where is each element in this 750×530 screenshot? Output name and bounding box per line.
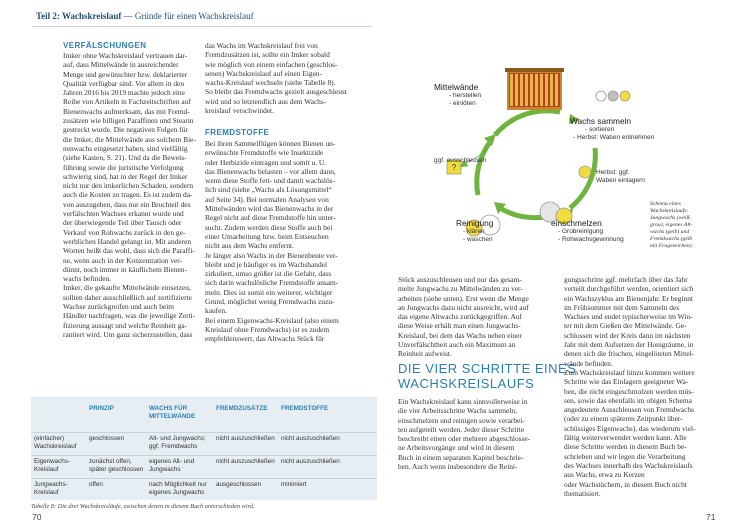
sub-reinigung-2: - waschen — [463, 236, 493, 243]
text-line: ne Arbeitsvorgänge und wird in diesem — [398, 443, 515, 453]
table-cell: Alt- und Jungwachs; ggf. Fremdwachs — [149, 435, 206, 450]
text-line: Kreislauf ohne Fremdwachs) ist es zudem — [205, 324, 330, 334]
text-line: ben. Auch wenn insbesondere die Reini- — [398, 462, 518, 472]
text-line: Ein Wachskreislauf kann sinnvollerweise in — [398, 397, 528, 406]
text-line: Fremdzusätzen ist, sollte ein Imker sobald — [205, 50, 330, 60]
text-line: denen sich die frischen, eingelöteten Mittel- — [564, 349, 695, 359]
table-header-fremdzusaetze: FREMDZUSÄTZE — [216, 405, 268, 412]
cycle-arrow-right — [570, 148, 595, 208]
text-line: Reihe von Artikeln in Fachzeitschriften auf — [63, 97, 191, 107]
text-line: das Bienenwachs belasten – vor allem dann, — [205, 166, 336, 176]
text-line: Kreislauf, bei dem das Wachs neben einer — [398, 330, 522, 340]
text-line: schwierig sind, hat in der Regel der Imker — [63, 171, 188, 181]
text-line: einer Umarbeitung bzw. beim Entseuchen — [205, 231, 329, 241]
hive-frames-icon — [505, 68, 564, 110]
text-line: führung sowie die juristische Verfolgung — [63, 162, 184, 172]
text-line: kaufen. — [205, 306, 227, 316]
text-line: So bleibt das Fremdwachs gezielt ausgeschleust — [205, 87, 347, 97]
text-line: von auszugehen, dass nur ein Bruchteil des — [63, 199, 191, 209]
label-mittelwaende: Mittelwände — [434, 82, 479, 92]
text-line: ben, die nicht eingeschmolzen werden müs- — [564, 386, 694, 396]
text-line: Menge und gewünschter bzw. deklarierter — [63, 69, 188, 79]
table-cell: nicht auszuschließen — [216, 458, 275, 465]
table-cell: Eigenwachs-Kreislauf — [34, 458, 71, 473]
text-line: Jungwachs (weiß, — [650, 215, 691, 221]
table-cell: nicht auszuschließen — [281, 435, 340, 442]
heading-verfaelschungen: VERFÄLSCHUNGEN — [63, 41, 147, 50]
question-mark-icon: ? — [451, 163, 457, 172]
text-line: auf, dass Mittelwände in ausreichender — [63, 60, 179, 70]
table-header-prinzip: PRINZIP — [89, 405, 114, 412]
text-line: schlossen wird der Kreis dann im nächsten — [564, 330, 691, 340]
text-line: des Wachses innerhalb des Wachskreislaufs — [564, 460, 693, 470]
text-line: verfälschten Wachses erkannt wurde und — [63, 209, 184, 219]
text-line: Jahr mit dem Aufsetzen der Honigräume, in — [564, 340, 694, 350]
wax-cycle-diagram — [420, 30, 650, 262]
sub-mittelwaende-1: - herstellen — [449, 92, 482, 99]
text-line: senen) Wachskreislauf auf einen Eigen- — [205, 68, 323, 78]
cycle-arrow-left — [477, 142, 490, 195]
label-herbst-1: Herbst: ggf. — [596, 169, 630, 176]
table-cell: nicht auszuschließen — [281, 458, 340, 465]
text-line: auf Seite 34). Bei normalen Analysen von — [205, 194, 329, 204]
text-line: meln. Dies ist somit ein weiterer, wichtiger — [205, 287, 333, 297]
text-line: aus Wachs, etwa zu Kerzen — [564, 470, 645, 480]
text-line: erwünschte Fremdstoffe wie Insektizide — [205, 148, 324, 158]
text-line: Schema eines — [650, 201, 681, 207]
text-line: Wachses und endet typischerweise im Win- — [564, 312, 693, 322]
text-line: Schritte wie das Einlagern geeigneter Wa- — [564, 377, 689, 387]
table-cell: Jungwachs-Kreislauf — [34, 481, 68, 496]
white-wax-dot — [596, 91, 606, 101]
text-line: nicht aus dem Wachs entfernt. — [205, 241, 294, 251]
text-line: beschreibt einen oder mehrere abgeschlosse- — [398, 434, 531, 444]
text-line: die vier Arbeitsschritte Wachs sammeln, — [398, 406, 517, 416]
text-line: Worten heißt das wohl, dass sich die Paraffi- — [63, 246, 195, 256]
text-line: der überwiegende Teil über Tausch oder — [63, 218, 182, 228]
text-line: sollten daher ausschließlich auf zertifizierte — [63, 292, 192, 302]
text-line: melte Jungwachs zu Mittelwänden zu ver- — [398, 284, 523, 294]
header-dash: — — [123, 11, 133, 21]
sub-mittelwaende-2: - einlöten — [449, 100, 476, 107]
label-wachs-sammeln: Wachs sammeln — [570, 116, 632, 126]
text-line: ter mit dem Gießen der Mittelwände. Ge- — [564, 321, 687, 331]
text-line: wände befinden. — [564, 358, 613, 368]
text-line: sucht. Zudem werden diese Stoffe auch bei — [205, 222, 333, 232]
text-line: (siehe Kasten, S. 21). Und da die Beweis- — [63, 153, 187, 163]
table-cell: minimiert — [281, 481, 307, 488]
text-line: wachs (gelb) und — [650, 229, 690, 235]
text-line: schrieben und wir legen die Verarbeitung — [564, 451, 686, 461]
running-header — [36, 11, 254, 21]
heading-vier-schritte-1: DIE VIER SCHRITTE EINES — [398, 361, 577, 376]
column-4-text — [564, 275, 720, 498]
text-line: Verkauf von Rohwachs zurück in den ge- — [63, 227, 186, 237]
label-reinigung: Reinigung — [456, 218, 494, 228]
table-cell: zunächst offen, später geschlossen — [89, 458, 144, 473]
text-line: grau), eigenes Alt- — [650, 222, 693, 228]
table-cell: ausgeschlossen — [216, 481, 262, 488]
table-caption: Tabelle 8: Die drei Wachskreisläufe, zwischen denen in diesem Buch unterschieden wird. — [31, 503, 255, 510]
table-cell: nach Möglichkeit nur eigenes Jungwachs — [149, 481, 207, 496]
text-line: Wachskreislaufs: — [650, 208, 689, 214]
column-3-text-top — [398, 275, 548, 359]
column-1-text — [63, 51, 199, 339]
sub-wachs-sammeln-1: - sortieren — [585, 126, 615, 133]
yellow-wax-dot — [620, 91, 630, 101]
text-line: empfehlenswert, das Altwachs Stück für — [205, 334, 325, 344]
table-cell: nicht auszuschließen — [216, 435, 275, 442]
text-line: Fremdwachs (gelb — [650, 236, 693, 242]
text-line: wird und so letztendlich aus dem Wachs- — [205, 96, 327, 106]
table-header-fremdstoffe: FREMDSTOFFE — [281, 405, 329, 412]
column-3-text-bottom — [398, 397, 548, 471]
text-line: sen, sowie das ebenfalls im obigen Schema — [564, 395, 692, 405]
sub-reinigung-1: - klären — [463, 228, 485, 235]
text-line: einschmelzen und reinigen sowie verarbei- — [398, 415, 525, 425]
text-line: werblichen Handel gelangt ist. Mit anderen — [63, 236, 192, 246]
sub-wachs-sammeln-2: - Herbst: Waben entnehmen — [573, 134, 655, 141]
text-line: Jahren 2016 bis 2019 machte jedoch eine — [63, 88, 185, 98]
text-line: das eigene Altwachs zurückgegriffen. Auf — [398, 312, 523, 322]
table-cell: offen — [89, 481, 103, 488]
text-line: wachs befinden. — [63, 274, 112, 284]
text-line: nenwachs eingesetzt haben, sind vielfältig — [63, 143, 188, 153]
text-line: Imker, die gekaufte Mittelwände einsetzen, — [63, 283, 191, 293]
text-line: Mittelwänden wird das Bienenwachs in der — [205, 204, 334, 214]
text-line: dünnt, noch immer in käuflichem Bienen- — [63, 264, 187, 274]
text-line: Händler nachfragen, was die jeweilige Zerti- — [63, 311, 196, 321]
text-line: oder Herbizide eintragen und somit u. U. — [205, 157, 327, 167]
text-line: wie möglich von einem einfachen (geschlos- — [205, 59, 338, 69]
heading-vier-schritte-2: WACHSKREISLAUFS — [398, 376, 535, 391]
table-rule — [31, 432, 377, 433]
text-line: lich sind (siehe „Wachs als Lösungsmittel“ — [205, 185, 332, 195]
yellow-wax-dot — [579, 166, 591, 178]
label-einschmelzen: einschmelzen — [551, 218, 602, 228]
text-line: Buch in einem separaten Kapitel beschrie- — [398, 452, 524, 462]
table-cell: geschlossen — [89, 435, 125, 442]
text-line: Regel nicht auf diese Fremdstoffe hin unter- — [205, 213, 336, 223]
text-line: die Imker, die Mittelwände aus solchem Bie- — [63, 134, 196, 144]
text-line: an Jungwachs dazu nicht ausreicht, wird auf — [398, 302, 529, 312]
text-line: Unverfälschtheit auch ein Maximum an — [398, 340, 516, 350]
page-number-right: 71 — [706, 512, 716, 522]
text-line: Qualität verfügbar sind. Vor allem in den — [63, 78, 185, 88]
table-cell: (einfacher) Wachskreislauf — [34, 435, 77, 450]
text-line: Je länger also Wachs in der Bienenbeute ver- — [205, 250, 338, 260]
text-line: gungsschritte ggf. mehrfach über das Jahr — [564, 275, 688, 284]
text-line: mit Fragezeichen). — [650, 243, 693, 249]
text-line: auch die Kosten zu tragen. Es ist zudem da- — [63, 190, 193, 200]
text-line: fältig weiterverwendet werden kann. Alle — [564, 433, 687, 443]
text-line: ein Wachszyklus am Bienenjahr. Er beginnt — [564, 293, 693, 303]
text-line: Wachse zurückgreifen und auch beim — [63, 302, 175, 312]
text-line: nicht nur den imkerlichen Schaden, sondern — [63, 181, 194, 191]
text-line: oder Wachstüchern, in diesem Buch nicht — [564, 479, 687, 489]
sub-einschmelzen-1: - Grobreinigung — [558, 228, 604, 235]
text-line: thematisiert. — [564, 488, 601, 498]
text-line: Imker ohne Wachskreislauf vertrauen dar- — [63, 51, 188, 60]
grey-wax-dot — [608, 91, 618, 101]
text-line: zusätzen wie billigen Paraffinen und Stearin — [63, 116, 194, 126]
text-line: Bei ihren Sammelflügen können Bienen un- — [205, 139, 336, 148]
text-line: gestreckt wurde. Die negativen Folgen für — [63, 125, 188, 135]
text-line: arbeiten (siehe unten). Erst wenn die Menge — [398, 293, 529, 303]
table-header-mittelwaende: WACHS FÜR MITTELWÄNDE — [149, 405, 196, 420]
text-line: bleibt und je häufiger es im Wachshandel — [205, 259, 327, 269]
text-line: wachs-Kreislauf wechseln (siehe Tabelle 8). — [205, 78, 336, 88]
text-line: wenn diese Stoffe fett- und damit wachslös- — [205, 176, 335, 186]
table-8 — [31, 397, 377, 500]
text-line: (oder zu einem späteren Zeitpunkt über- — [564, 414, 683, 424]
sub-einschmelzen-2: - Rohwachsgewinnung — [558, 236, 624, 243]
page-number-left: 70 — [32, 512, 42, 522]
diagram-caption — [650, 201, 714, 250]
table-cell: eigenes Alt- und Jungwachs — [149, 458, 195, 473]
text-line: angedeutete Ausschleusen von Fremdwachs — [564, 405, 694, 415]
text-line: fizierung aussagt und welche Reinheit ga- — [63, 320, 188, 330]
text-line: Reinheit aufweist. — [398, 349, 452, 359]
text-line: ne, wenn auch in der Konzentration ver- — [63, 255, 183, 265]
text-line: rantiert wird. Um ganz sicherzustellen, dass — [63, 329, 193, 339]
text-line: schüssiges Eigenwachs), das wiederum viel- — [564, 423, 696, 433]
text-line: kreislauf verschwindet. — [205, 106, 274, 116]
text-line: Stück auszuschleusen und nur das gesam- — [398, 275, 522, 284]
text-line: zirkuliert, umso größer ist die Gefahr, dass — [205, 269, 332, 279]
text-line: diese Weise erhält man einen Jungwachs- — [398, 321, 521, 331]
header-part: Teil 2: Wachskreislauf — [36, 11, 122, 21]
column-2-text-bottom — [205, 139, 345, 344]
text-line: diese Schritte werden in diesem Buch be- — [564, 442, 687, 452]
text-line: Grund, möglichst wenig Fremdwachs zuzu- — [205, 297, 335, 307]
text-line: im Frühsommer mit dem Sammeln des — [564, 302, 680, 312]
text-line: ten aufgeteilt werden. Jeder dieser Schritte — [398, 424, 524, 434]
text-line: Bienenwachs aufmerksam, das mit Fremd- — [63, 106, 190, 116]
table-rule — [31, 478, 377, 479]
label-herbst-2: Waben einlagern — [596, 177, 645, 184]
label-ausschleusen: ggf. ausschleusen — [434, 157, 487, 164]
text-line: das Wachs im Wachskreislauf frei von — [205, 41, 318, 50]
header-rule — [32, 26, 372, 27]
cycle-arrow-top-left — [495, 111, 560, 135]
header-chapter: Gründe für einen Wachskreislauf — [134, 11, 254, 21]
column-2-text-top — [205, 41, 345, 115]
heading-fremdstoffe: FREMDSTOFFE — [205, 128, 270, 137]
text-line: Zum Wachskreislauf hinzu kommen weitere — [564, 367, 695, 377]
text-line: Bei einem Eigenwachs-Kreislauf (also einem — [205, 315, 339, 325]
text-line: verteilt durchgeführt werden, orientiert sich — [564, 284, 694, 294]
table-rule — [31, 455, 377, 456]
text-line: sich darin wachslösliche Fremdstoffe ansam- — [205, 278, 339, 288]
